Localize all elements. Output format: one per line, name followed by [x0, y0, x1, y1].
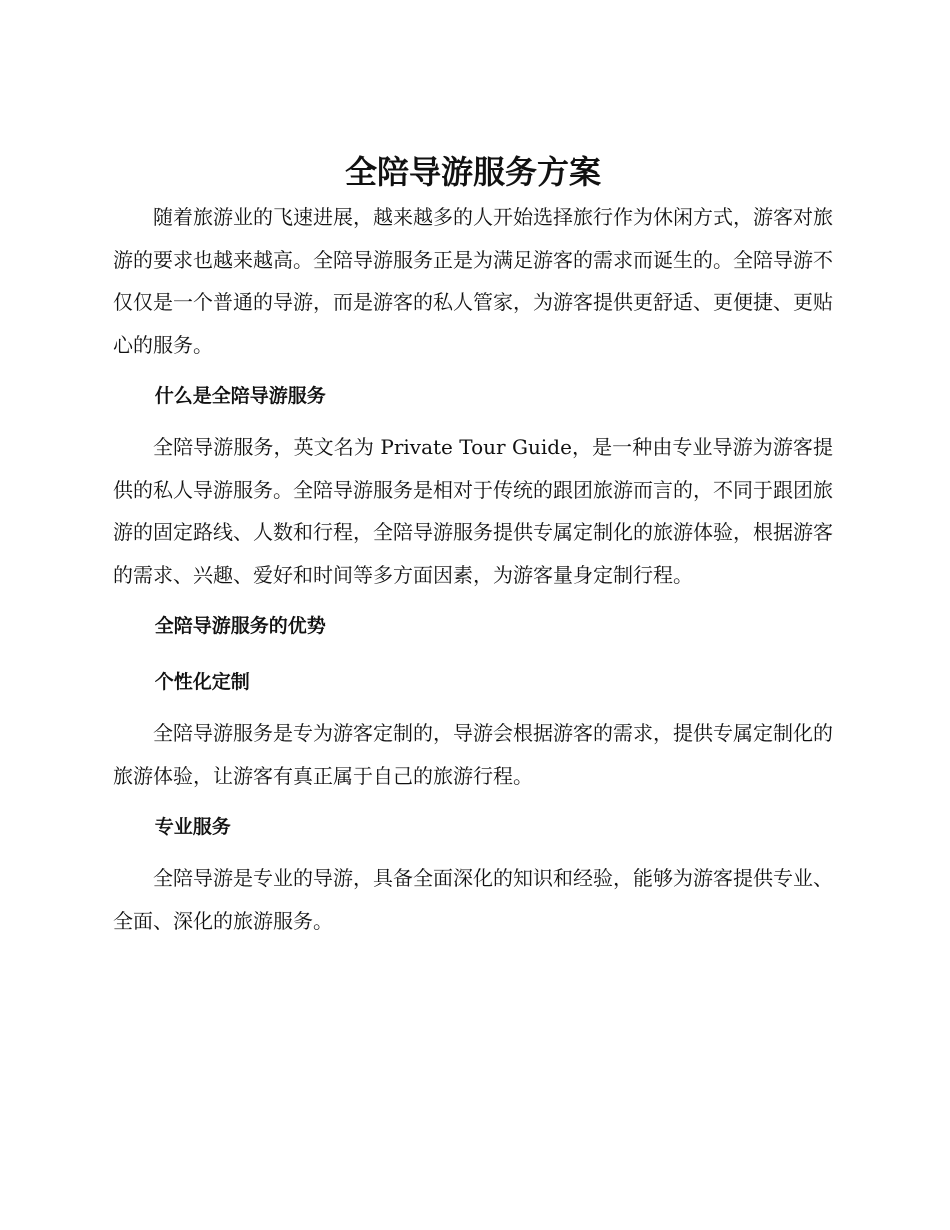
section-heading-advantages: 全陪导游服务的优势 [154, 615, 326, 637]
section-heading-personalized: 个性化定制 [154, 671, 250, 693]
intro-paragraph: 随着旅游业的飞速进展，越来越多的人开始选择旅行作为休闲方式，游客对旅游的要求也越来越高。全陪导游服务正是为满足游客的需求而诞生的。全陪导游不仅仅是一个普通的导游，而是游客的私人管家，为游客提供更舒适、更便捷、更贴心的服务。 [113, 205, 833, 357]
section-body-what-is: 全陪导游服务，英文名为 Private Tour Guide，是一种由专业导游为游客提供的私人导游服务。全陪导游服务是相对于传统的跟团旅游而言的，不同于跟团旅游的固定路线、人数和行程，全陪导游服务提供专属定制化的旅游体验，根据游客的需求、兴趣、爱好和时间等多方面因素，为游客量身定制行程。 [113, 435, 833, 587]
section-body-personalized: 全陪导游服务是专为游客定制的，导游会根据游客的需求，提供专属定制化的旅游体验，让游客有真正属于自己的旅游行程。 [113, 721, 833, 788]
section-body-professional: 全陪导游是专业的导游，具备全面深化的知识和经验，能够为游客提供专业、全面、深化的旅游服务。 [113, 866, 833, 933]
section-heading-what-is: 什么是全陪导游服务 [154, 385, 326, 407]
document-title: 全陪导游服务方案 [344, 153, 601, 191]
document-page [113, 148, 833, 942]
section-heading-professional: 专业服务 [154, 816, 231, 838]
